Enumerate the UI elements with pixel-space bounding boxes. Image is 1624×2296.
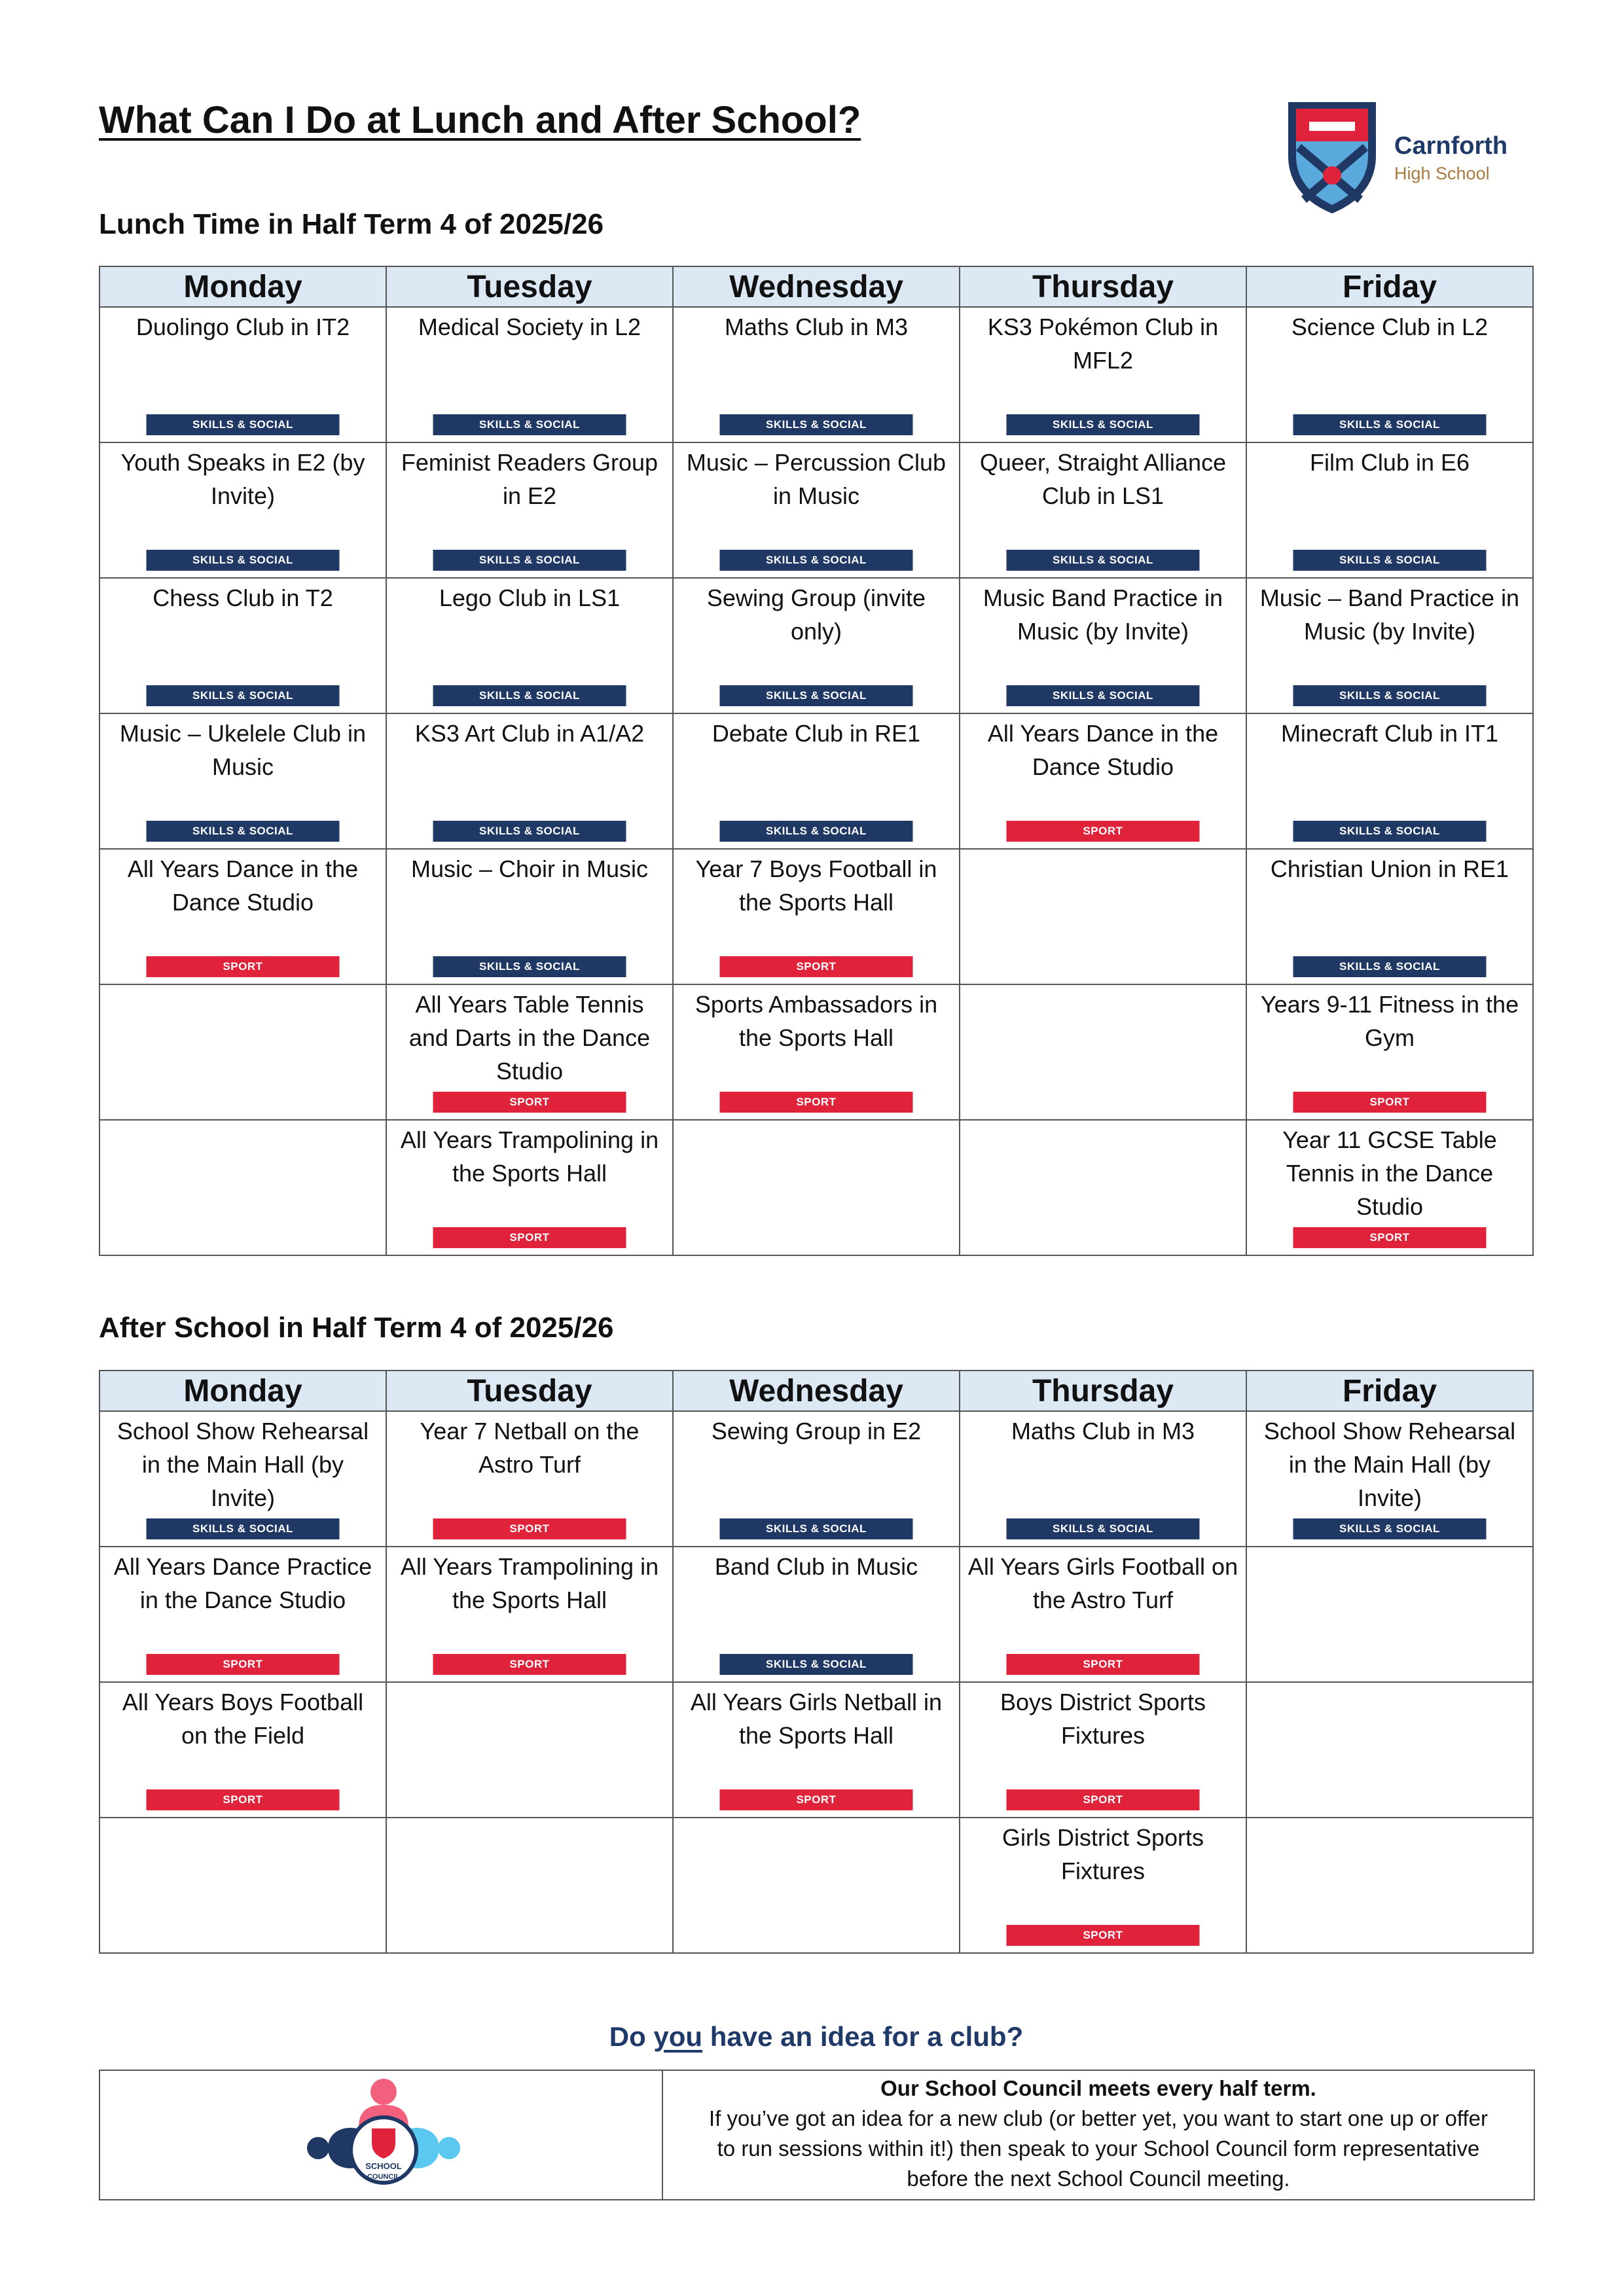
school-council-line: before the next School Council meeting. [907, 2166, 1290, 2191]
club-name: Lego Club in LS1 [439, 584, 621, 611]
club-name: All Years Dance in the Dance Studio [987, 720, 1219, 780]
club-name: Music – Ukelele Club in Music [119, 720, 367, 780]
skills-social-badge: SKILLS & SOCIAL [1007, 550, 1200, 571]
club-name: School Show Rehearsal in the Main Hall (by Invite) [1263, 1418, 1516, 1511]
school-council-logo-text-2: COUNCIL [367, 2173, 401, 2181]
skills-social-badge: SKILLS & SOCIAL [433, 821, 626, 842]
lunch-cell [386, 578, 673, 713]
lunch-cell [386, 984, 673, 1120]
club-name: Science Club in L2 [1291, 314, 1489, 340]
lunch-cell [673, 578, 960, 713]
lunch-cell [1246, 578, 1533, 713]
after-school-day-header: Wednesday [673, 1371, 960, 1411]
skills-social-badge: SKILLS & SOCIAL [1007, 1518, 1200, 1539]
skills-social-badge: SKILLS & SOCIAL [147, 414, 340, 435]
lunch-header-row [99, 266, 1533, 307]
after-school-table-row [99, 1682, 1533, 1818]
after-school-cell [960, 1818, 1246, 1953]
school-council-logo-text-1: SCHOOL [365, 2161, 402, 2171]
club-name: Christian Union in RE1 [1270, 855, 1509, 882]
school-council-line: to run sessions within it!) then speak to your School Council form representative [717, 2136, 1480, 2161]
lunch-cell [99, 1120, 386, 1255]
club-name: Band Club in Music [714, 1553, 918, 1580]
club-name: All Years Boys Football on the Field [122, 1689, 364, 1749]
sport-badge: SPORT [1007, 1789, 1200, 1810]
lunch-day-header: Thursday [960, 266, 1246, 307]
club-name: Queer, Straight Alliance Club in LS1 [979, 449, 1227, 509]
club-name: All Years Table Tennis and Darts in the Dance Studio [408, 991, 651, 1085]
club-name: Minecraft Club in IT1 [1280, 720, 1499, 747]
skills-social-badge: SKILLS & SOCIAL [1293, 414, 1487, 435]
club-name: Sports Ambassadors in the Sports Hall [695, 991, 938, 1051]
skills-social-badge: SKILLS & SOCIAL [1293, 550, 1487, 571]
school-logo [1283, 98, 1545, 223]
lunch-day-header: Tuesday [386, 266, 673, 307]
after-school-cell [99, 1547, 386, 1682]
club-name: Boys District Sports Fixtures [1000, 1689, 1206, 1749]
sport-badge: SPORT [433, 1518, 626, 1539]
club-name: Duolingo Club in IT2 [135, 314, 350, 340]
sport-badge: SPORT [1007, 821, 1200, 842]
after-school-cell [99, 1682, 386, 1818]
after-school-header-row [99, 1371, 1533, 1411]
after-school-timetable [99, 1370, 1534, 1954]
lunch-table-row [99, 442, 1533, 578]
after-school-cell [386, 1547, 673, 1682]
after-school-cell [1246, 1547, 1533, 1682]
lunch-cell [960, 849, 1246, 984]
school-council-logo-icon [298, 2075, 469, 2196]
lunch-cell [673, 984, 960, 1120]
sport-badge: SPORT [1293, 1227, 1487, 1248]
lunch-timetable [99, 266, 1534, 1256]
skills-social-badge: SKILLS & SOCIAL [433, 685, 626, 706]
sport-badge: SPORT [433, 1227, 626, 1248]
after-school-cell [673, 1547, 960, 1682]
lunch-cell [1246, 984, 1533, 1120]
after-school-day-header: Thursday [960, 1371, 1246, 1411]
club-name: Year 11 GCSE Table Tennis in the Dance Studio [1282, 1126, 1497, 1220]
club-name: Year 7 Boys Football in the Sports Hall [695, 855, 937, 916]
lunch-day-header: Monday [99, 266, 386, 307]
club-idea-heading [99, 2021, 1534, 2053]
after-school-table-row [99, 1818, 1533, 1953]
skills-social-badge: SKILLS & SOCIAL [1007, 685, 1200, 706]
club-name: Years 9-11 Fitness in the Gym [1260, 991, 1519, 1051]
sport-badge: SPORT [147, 1789, 340, 1810]
club-name: Sewing Group (invite only) [706, 584, 926, 645]
club-idea-prefix: Do [609, 2021, 654, 2052]
after-school-cell [1246, 1411, 1533, 1547]
lunch-cell [386, 849, 673, 984]
sport-badge: SPORT [147, 1654, 340, 1675]
lunch-cell [673, 1120, 960, 1255]
skills-social-badge: SKILLS & SOCIAL [720, 1518, 913, 1539]
after-school-cell [386, 1682, 673, 1818]
lunch-cell [960, 984, 1246, 1120]
lunch-cell [1246, 713, 1533, 849]
after-school-cell [1246, 1818, 1533, 1953]
lunch-table-row [99, 713, 1533, 849]
logo-school-name: Carnforth [1394, 132, 1508, 160]
skills-social-badge: SKILLS & SOCIAL [1293, 821, 1487, 842]
club-name: School Show Rehearsal in the Main Hall (by Invite) [117, 1418, 369, 1511]
club-name: All Years Trampolining in the Sports Hall [400, 1553, 659, 1613]
club-name: Music – Percussion Club in Music [686, 449, 947, 509]
sport-badge: SPORT [720, 956, 913, 977]
skills-social-badge: SKILLS & SOCIAL [720, 821, 913, 842]
lunch-cell [386, 713, 673, 849]
lunch-cell [1246, 849, 1533, 984]
club-name: Feminist Readers Group in E2 [401, 449, 659, 509]
school-council-headline: Our School Council meets every half term. [880, 2076, 1316, 2100]
lunch-cell [1246, 1120, 1533, 1255]
lunch-cell [960, 442, 1246, 578]
skills-social-badge: SKILLS & SOCIAL [147, 821, 340, 842]
shield-crest-icon [1283, 98, 1381, 216]
club-name: Maths Club in M3 [1011, 1418, 1195, 1444]
lunch-cell [99, 578, 386, 713]
sport-badge: SPORT [433, 1654, 626, 1675]
lunch-cell [673, 713, 960, 849]
lunch-table-body [99, 307, 1533, 1255]
skills-social-badge: SKILLS & SOCIAL [147, 550, 340, 571]
lunch-cell [99, 442, 386, 578]
club-name: Year 7 Netball on the Astro Turf [420, 1418, 640, 1478]
lunch-cell [960, 307, 1246, 442]
after-school-cell [99, 1411, 386, 1547]
lunch-cell [99, 307, 386, 442]
skills-social-badge: SKILLS & SOCIAL [1293, 1518, 1487, 1539]
club-name: Film Club in E6 [1309, 449, 1470, 476]
sport-badge: SPORT [1007, 1925, 1200, 1946]
school-council-text-cell [663, 2071, 1534, 2199]
sport-badge: SPORT [720, 1092, 913, 1113]
sport-badge: SPORT [433, 1092, 626, 1113]
after-school-cell [960, 1682, 1246, 1818]
skills-social-badge: SKILLS & SOCIAL [720, 1654, 913, 1675]
logo-school-subtitle: High School [1394, 164, 1490, 183]
lunch-cell [1246, 307, 1533, 442]
after-school-section-title: After School in Half Term 4 of 2025/26 [99, 1312, 614, 1344]
after-school-cell [386, 1818, 673, 1953]
club-name: All Years Girls Football on the Astro Turf [967, 1553, 1238, 1613]
club-name: Chess Club in T2 [153, 584, 333, 611]
lunch-cell [960, 713, 1246, 849]
page-title: What Can I Do at Lunch and After School? [99, 99, 861, 141]
lunch-section-title: Lunch Time in Half Term 4 of 2025/26 [99, 208, 604, 240]
after-school-cell [673, 1411, 960, 1547]
lunch-table-row [99, 984, 1533, 1120]
club-name: Medical Society in L2 [418, 314, 641, 340]
lunch-table-row [99, 1120, 1533, 1255]
lunch-cell [960, 1120, 1246, 1255]
club-name: All Years Dance Practice in the Dance Studio [113, 1553, 372, 1613]
lunch-cell [673, 849, 960, 984]
club-name: Girls District Sports Fixtures [1001, 1824, 1204, 1884]
club-name: Debate Club in RE1 [712, 720, 921, 747]
club-name: Sewing Group in E2 [711, 1418, 922, 1444]
sport-badge: SPORT [147, 956, 340, 977]
skills-social-badge: SKILLS & SOCIAL [1293, 956, 1487, 977]
club-idea-suffix: have an idea for a club? [702, 2021, 1024, 2052]
after-school-day-header: Tuesday [386, 1371, 673, 1411]
skills-social-badge: SKILLS & SOCIAL [720, 414, 913, 435]
after-school-table-body [99, 1411, 1533, 1953]
after-school-cell [673, 1818, 960, 1953]
club-name: Music – Choir in Music [410, 855, 649, 882]
school-council-line: If you’ve got an idea for a new club (or better yet, you want to start one up or offer [709, 2106, 1488, 2130]
sport-badge: SPORT [1293, 1092, 1487, 1113]
lunch-table-row [99, 307, 1533, 442]
lunch-day-header: Friday [1246, 266, 1533, 307]
lunch-cell [386, 1120, 673, 1255]
after-school-day-header: Friday [1246, 1371, 1533, 1411]
skills-social-badge: SKILLS & SOCIAL [433, 550, 626, 571]
skills-social-badge: SKILLS & SOCIAL [147, 685, 340, 706]
lunch-cell [386, 442, 673, 578]
skills-social-badge: SKILLS & SOCIAL [1007, 414, 1200, 435]
club-name: Music – Band Practice in Music (by Invite) [1259, 584, 1520, 645]
after-school-table-row [99, 1411, 1533, 1547]
after-school-cell [99, 1818, 386, 1953]
club-idea-emphasis: you [653, 2021, 703, 2052]
skills-social-badge: SKILLS & SOCIAL [433, 956, 626, 977]
lunch-cell [99, 713, 386, 849]
club-name: KS3 Art Club in A1/A2 [414, 720, 645, 747]
skills-social-badge: SKILLS & SOCIAL [147, 1518, 340, 1539]
school-council-logo-cell [100, 2071, 663, 2199]
club-name: All Years Trampolining in the Sports Hall [400, 1126, 659, 1187]
lunch-cell [99, 984, 386, 1120]
skills-social-badge: SKILLS & SOCIAL [720, 550, 913, 571]
lunch-cell [673, 307, 960, 442]
after-school-cell [1246, 1682, 1533, 1818]
lunch-day-header: Wednesday [673, 266, 960, 307]
lunch-cell [960, 578, 1246, 713]
lunch-cell [1246, 442, 1533, 578]
after-school-day-header: Monday [99, 1371, 386, 1411]
after-school-cell [386, 1411, 673, 1547]
club-name: Music Band Practice in Music (by Invite) [983, 584, 1223, 645]
lunch-cell [386, 307, 673, 442]
club-name: Maths Club in M3 [724, 314, 909, 340]
sport-badge: SPORT [720, 1789, 913, 1810]
after-school-cell [960, 1411, 1246, 1547]
lunch-table-row [99, 849, 1533, 984]
after-school-cell [673, 1682, 960, 1818]
lunch-table-row [99, 578, 1533, 713]
club-name: All Years Girls Netball in the Sports Hall [690, 1689, 943, 1749]
skills-social-badge: SKILLS & SOCIAL [433, 414, 626, 435]
school-council-box [99, 2070, 1535, 2200]
sport-badge: SPORT [1007, 1654, 1200, 1675]
skills-social-badge: SKILLS & SOCIAL [720, 685, 913, 706]
club-name: All Years Dance in the Dance Studio [127, 855, 359, 916]
skills-social-badge: SKILLS & SOCIAL [1293, 685, 1487, 706]
after-school-cell [960, 1547, 1246, 1682]
lunch-cell [99, 849, 386, 984]
club-name: KS3 Pokémon Club in MFL2 [987, 314, 1219, 374]
lunch-cell [673, 442, 960, 578]
after-school-table-row [99, 1547, 1533, 1682]
club-name: Youth Speaks in E2 (by Invite) [120, 449, 365, 509]
